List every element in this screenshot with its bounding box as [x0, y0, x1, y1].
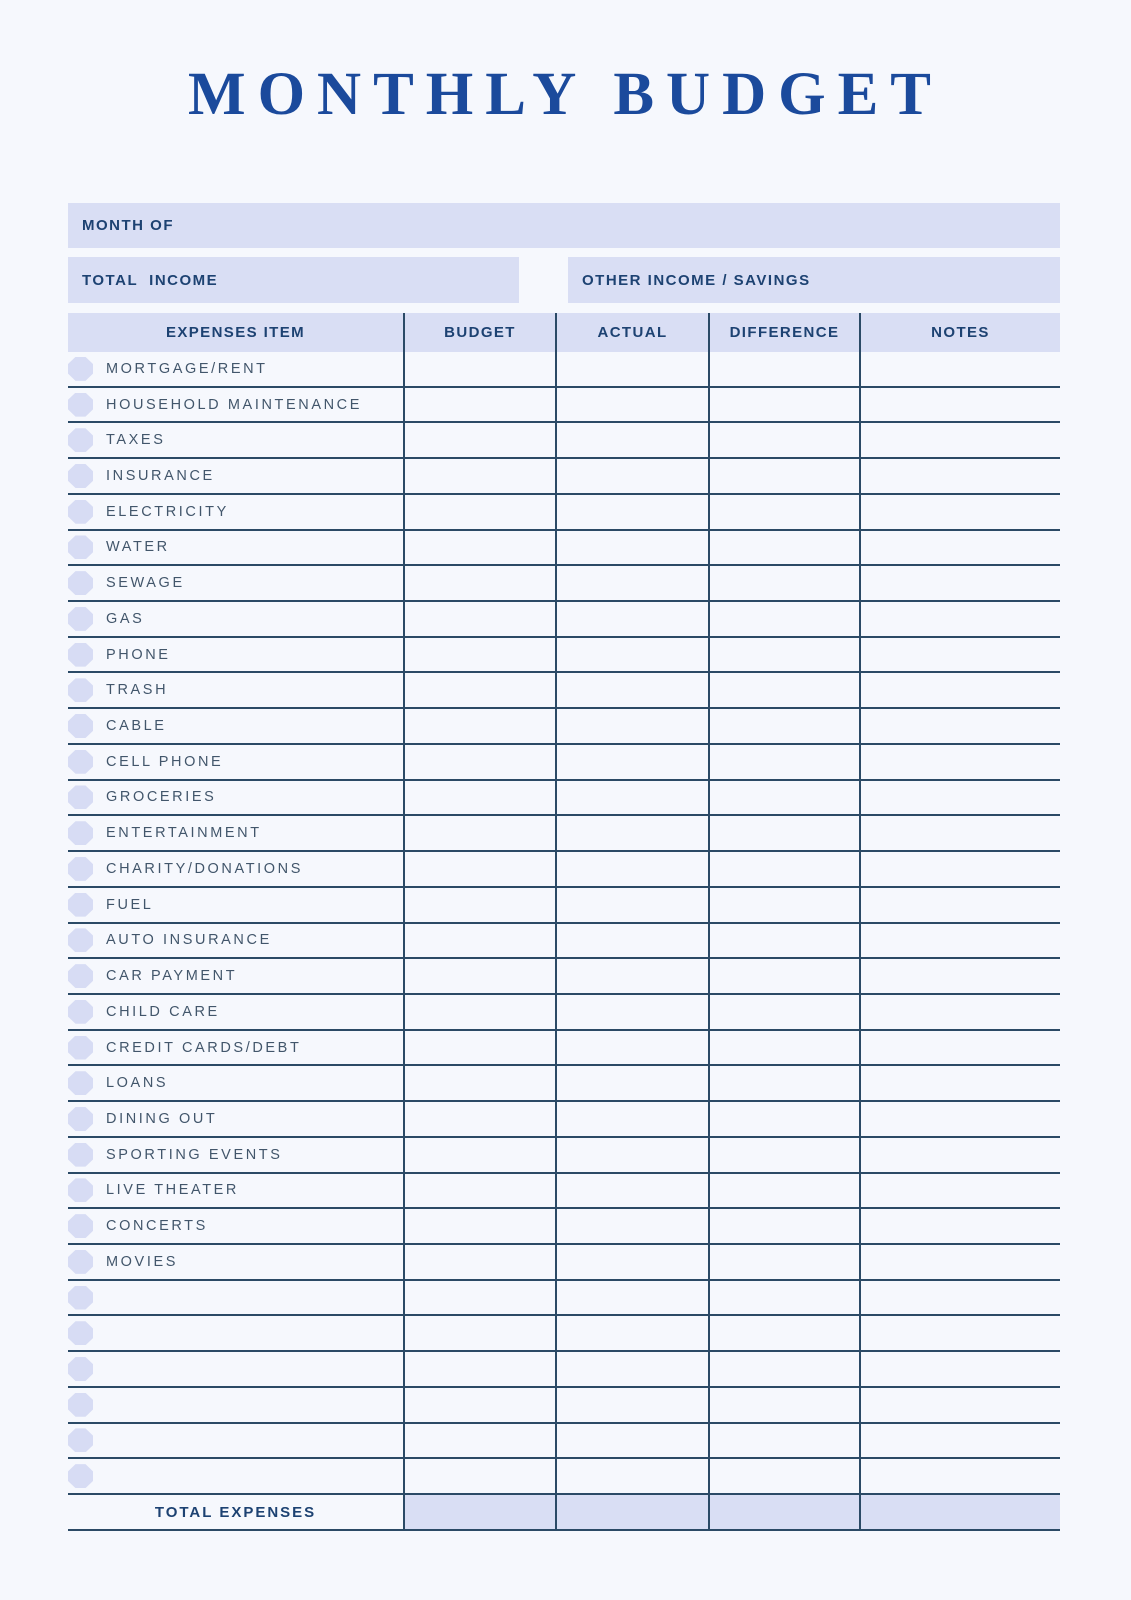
- column-header-difference: DIFFERENCE: [708, 313, 859, 352]
- empty-expense-row: [68, 1424, 1060, 1460]
- budget-cell: [403, 1352, 555, 1386]
- budget-cell: [403, 459, 555, 493]
- difference-cell: [708, 423, 859, 457]
- notes-cell: [859, 423, 1060, 457]
- expense-item-label: CHILD CARE: [106, 1003, 220, 1020]
- expense-row: [68, 1174, 1060, 1210]
- budget-cell: [403, 888, 555, 922]
- empty-expense-row: [68, 1316, 1060, 1352]
- bullet-icon: [68, 357, 93, 381]
- difference-cell: [708, 352, 859, 386]
- actual-cell: [555, 1281, 708, 1315]
- expense-item-cell: [68, 995, 403, 1029]
- notes-cell: [859, 959, 1060, 993]
- budget-cell: [403, 995, 555, 1029]
- expense-item-label: CABLE: [106, 718, 167, 735]
- notes-cell: [859, 459, 1060, 493]
- notes-cell: [859, 352, 1060, 386]
- expense-item-cell: [68, 423, 403, 457]
- expense-row: [68, 638, 1060, 674]
- difference-cell: [708, 495, 859, 529]
- other-income-savings-label: OTHER INCOME / SAVINGS: [582, 271, 811, 289]
- difference-cell: [708, 566, 859, 600]
- expense-item-cell: [68, 924, 403, 958]
- expense-item-cell: [68, 1031, 403, 1065]
- notes-cell: [859, 1209, 1060, 1243]
- difference-cell: [708, 602, 859, 636]
- difference-cell: [708, 959, 859, 993]
- bullet-icon: [68, 1250, 93, 1274]
- expense-row: [68, 673, 1060, 709]
- bullet-icon: [68, 785, 93, 809]
- difference-cell: [708, 1031, 859, 1065]
- difference-cell: [708, 1138, 859, 1172]
- budget-cell: [403, 816, 555, 850]
- budget-cell: [403, 924, 555, 958]
- bullet-icon: [68, 1178, 93, 1202]
- bullet-icon: [68, 714, 93, 738]
- actual-cell: [555, 1066, 708, 1100]
- expense-row: [68, 1245, 1060, 1281]
- expense-item-label: MORTGAGE/RENT: [106, 360, 268, 377]
- budget-cell: [403, 495, 555, 529]
- expense-item-cell: [68, 1245, 403, 1279]
- expense-item-label: DINING OUT: [106, 1110, 218, 1127]
- expense-item-label: GAS: [106, 610, 145, 627]
- expense-row: [68, 352, 1060, 388]
- total-budget-cell: [403, 1495, 555, 1529]
- budget-cell: [403, 1209, 555, 1243]
- bullet-icon: [68, 535, 93, 559]
- total-difference-cell: [708, 1495, 859, 1529]
- bullet-icon: [68, 1107, 93, 1131]
- bullet-icon: [68, 571, 93, 595]
- expense-item-label: WATER: [106, 539, 170, 556]
- expense-item-label: MOVIES: [106, 1253, 178, 1270]
- actual-cell: [555, 1245, 708, 1279]
- actual-cell: [555, 995, 708, 1029]
- budget-cell: [403, 602, 555, 636]
- expense-item-cell: [68, 566, 403, 600]
- expense-item-label: LOANS: [106, 1075, 169, 1092]
- expense-item-label: CREDIT CARDS/DEBT: [106, 1039, 302, 1056]
- actual-cell: [555, 638, 708, 672]
- empty-expense-row: [68, 1352, 1060, 1388]
- expense-row: [68, 1209, 1060, 1245]
- expense-row: [68, 1102, 1060, 1138]
- notes-cell: [859, 781, 1060, 815]
- actual-cell: [555, 852, 708, 886]
- budget-cell: [403, 1174, 555, 1208]
- expense-item-cell: [68, 959, 403, 993]
- expense-item-cell: [68, 602, 403, 636]
- expense-item-cell: [68, 852, 403, 886]
- expense-item-label: HOUSEHOLD MAINTENANCE: [106, 396, 363, 413]
- expense-item-cell: [68, 1138, 403, 1172]
- notes-cell: [859, 816, 1060, 850]
- budget-cell: [403, 781, 555, 815]
- bullet-icon: [68, 857, 93, 881]
- budget-cell: [403, 566, 555, 600]
- expense-item-label: CHARITY/DONATIONS: [106, 860, 303, 877]
- bullet-icon: [68, 428, 93, 452]
- bullet-icon: [68, 393, 93, 417]
- actual-cell: [555, 924, 708, 958]
- notes-cell: [859, 1459, 1060, 1493]
- bullet-icon: [68, 1071, 93, 1095]
- notes-cell: [859, 745, 1060, 779]
- notes-cell: [859, 638, 1060, 672]
- budget-cell: [403, 388, 555, 422]
- expense-item-cell: [68, 531, 403, 565]
- expense-item-cell: [68, 638, 403, 672]
- expense-row: [68, 459, 1060, 495]
- expense-item-label: CAR PAYMENT: [106, 968, 238, 985]
- actual-cell: [555, 1316, 708, 1350]
- expense-row: [68, 1138, 1060, 1174]
- actual-cell: [555, 388, 708, 422]
- expense-item-cell: [68, 1209, 403, 1243]
- actual-cell: [555, 709, 708, 743]
- notes-cell: [859, 1281, 1060, 1315]
- budget-cell: [403, 423, 555, 457]
- budget-cell: [403, 638, 555, 672]
- expense-item-label: FUEL: [106, 896, 154, 913]
- budget-cell: [403, 1316, 555, 1350]
- expense-item-label: CONCERTS: [106, 1218, 208, 1235]
- budget-cell: [403, 1138, 555, 1172]
- notes-cell: [859, 1138, 1060, 1172]
- expense-item-cell: [68, 1102, 403, 1136]
- expense-row: [68, 531, 1060, 567]
- expense-item-cell: [68, 388, 403, 422]
- expense-item-label: GROCERIES: [106, 789, 217, 806]
- expense-item-cell: [68, 495, 403, 529]
- difference-cell: [708, 459, 859, 493]
- bullet-icon: [68, 1393, 93, 1417]
- expense-item-cell: [68, 673, 403, 707]
- budget-cell: [403, 1031, 555, 1065]
- expense-item-cell: [68, 781, 403, 815]
- actual-cell: [555, 959, 708, 993]
- difference-cell: [708, 995, 859, 1029]
- notes-cell: [859, 673, 1060, 707]
- difference-cell: [708, 1316, 859, 1350]
- notes-cell: [859, 1352, 1060, 1386]
- difference-cell: [708, 388, 859, 422]
- expense-item-cell: [68, 816, 403, 850]
- actual-cell: [555, 1424, 708, 1458]
- expense-row: [68, 709, 1060, 745]
- actual-cell: [555, 602, 708, 636]
- difference-cell: [708, 1102, 859, 1136]
- budget-cell: [403, 852, 555, 886]
- expense-item-label: INSURANCE: [106, 468, 215, 485]
- difference-cell: [708, 709, 859, 743]
- actual-cell: [555, 888, 708, 922]
- difference-cell: [708, 638, 859, 672]
- expense-item-label: LIVE THEATER: [106, 1182, 239, 1199]
- expense-item-label: ENTERTAINMENT: [106, 825, 262, 842]
- budget-cell: [403, 745, 555, 779]
- budget-cell: [403, 352, 555, 386]
- expense-item-cell: [68, 1174, 403, 1208]
- notes-cell: [859, 1245, 1060, 1279]
- notes-cell: [859, 995, 1060, 1029]
- notes-cell: [859, 566, 1060, 600]
- difference-cell: [708, 1245, 859, 1279]
- budget-cell: [403, 1066, 555, 1100]
- budget-cell: [403, 531, 555, 565]
- actual-cell: [555, 495, 708, 529]
- bullet-icon: [68, 500, 93, 524]
- budget-cell: [403, 959, 555, 993]
- expense-row: [68, 745, 1060, 781]
- expense-row: [68, 888, 1060, 924]
- bullet-icon: [68, 1464, 93, 1488]
- expense-item-cell: [68, 709, 403, 743]
- bullet-icon: [68, 1143, 93, 1167]
- expense-item-cell: [68, 888, 403, 922]
- notes-cell: [859, 709, 1060, 743]
- expenses-table: [68, 313, 1060, 1531]
- budget-cell: [403, 1424, 555, 1458]
- bullet-icon: [68, 678, 93, 702]
- expenses-table-body: [68, 352, 1060, 1495]
- actual-cell: [555, 745, 708, 779]
- actual-cell: [555, 1174, 708, 1208]
- notes-cell: [859, 1066, 1060, 1100]
- expense-item-label: SPORTING EVENTS: [106, 1146, 283, 1163]
- actual-cell: [555, 1388, 708, 1422]
- notes-cell: [859, 924, 1060, 958]
- expense-row: [68, 816, 1060, 852]
- expense-item-cell: [68, 1066, 403, 1100]
- difference-cell: [708, 924, 859, 958]
- bullet-icon: [68, 1321, 93, 1345]
- month-of-label: MONTH OF: [82, 217, 174, 234]
- total-income-field: [68, 257, 519, 303]
- expense-item-cell: [68, 1459, 403, 1493]
- notes-cell: [859, 602, 1060, 636]
- notes-cell: [859, 1316, 1060, 1350]
- expense-item-cell: [68, 459, 403, 493]
- actual-cell: [555, 1031, 708, 1065]
- difference-cell: [708, 888, 859, 922]
- notes-cell: [859, 1424, 1060, 1458]
- empty-expense-row: [68, 1388, 1060, 1424]
- notes-cell: [859, 852, 1060, 886]
- actual-cell: [555, 566, 708, 600]
- difference-cell: [708, 673, 859, 707]
- notes-cell: [859, 1102, 1060, 1136]
- actual-cell: [555, 423, 708, 457]
- notes-cell: [859, 1031, 1060, 1065]
- column-header-notes: NOTES: [859, 313, 1060, 352]
- difference-cell: [708, 1281, 859, 1315]
- bullet-icon: [68, 1286, 93, 1310]
- expense-row: [68, 388, 1060, 424]
- difference-cell: [708, 781, 859, 815]
- expenses-table-header: [68, 313, 1060, 352]
- expense-item-cell: [68, 1352, 403, 1386]
- month-of-field: [68, 203, 1060, 248]
- actual-cell: [555, 531, 708, 565]
- expense-item-cell: [68, 745, 403, 779]
- page-title: MONTHLY BUDGET: [188, 61, 943, 128]
- actual-cell: [555, 1459, 708, 1493]
- notes-cell: [859, 1388, 1060, 1422]
- difference-cell: [708, 1424, 859, 1458]
- total-expenses-label: TOTAL EXPENSES: [154, 1503, 317, 1521]
- actual-cell: [555, 816, 708, 850]
- column-header-actual: ACTUAL: [555, 313, 708, 352]
- difference-cell: [708, 745, 859, 779]
- expense-row: [68, 566, 1060, 602]
- bullet-icon: [68, 464, 93, 488]
- total-income-label: TOTAL INCOME: [82, 271, 219, 289]
- expense-row: [68, 602, 1060, 638]
- actual-cell: [555, 1352, 708, 1386]
- difference-cell: [708, 852, 859, 886]
- expense-item-cell: [68, 1424, 403, 1458]
- budget-cell: [403, 1459, 555, 1493]
- budget-cell: [403, 1102, 555, 1136]
- notes-cell: [859, 495, 1060, 529]
- total-expenses-row: [68, 1495, 1060, 1531]
- expense-item-label: TAXES: [106, 432, 166, 449]
- actual-cell: [555, 673, 708, 707]
- total-notes-cell: [859, 1495, 1060, 1529]
- bullet-icon: [68, 1214, 93, 1238]
- difference-cell: [708, 531, 859, 565]
- bullet-icon: [68, 821, 93, 845]
- bullet-icon: [68, 1428, 93, 1452]
- expense-item-label: AUTO INSURANCE: [106, 932, 272, 949]
- bullet-icon: [68, 607, 93, 631]
- expense-row: [68, 1031, 1060, 1067]
- other-income-savings-field: [568, 257, 1060, 303]
- actual-cell: [555, 781, 708, 815]
- bullet-icon: [68, 1000, 93, 1024]
- total-actual-cell: [555, 1495, 708, 1529]
- expense-row: [68, 781, 1060, 817]
- difference-cell: [708, 1066, 859, 1100]
- difference-cell: [708, 1459, 859, 1493]
- actual-cell: [555, 352, 708, 386]
- expense-item-label: CELL PHONE: [106, 753, 224, 770]
- actual-cell: [555, 459, 708, 493]
- budget-cell: [403, 1281, 555, 1315]
- bullet-icon: [68, 1036, 93, 1060]
- expense-item-cell: [68, 352, 403, 386]
- notes-cell: [859, 888, 1060, 922]
- actual-cell: [555, 1138, 708, 1172]
- difference-cell: [708, 1209, 859, 1243]
- notes-cell: [859, 388, 1060, 422]
- bullet-icon: [68, 643, 93, 667]
- notes-cell: [859, 1174, 1060, 1208]
- bullet-icon: [68, 750, 93, 774]
- expense-item-label: SEWAGE: [106, 575, 185, 592]
- expense-row: [68, 852, 1060, 888]
- empty-expense-row: [68, 1281, 1060, 1317]
- difference-cell: [708, 816, 859, 850]
- bullet-icon: [68, 1357, 93, 1381]
- bullet-icon: [68, 928, 93, 952]
- expense-row: [68, 995, 1060, 1031]
- expense-row: [68, 959, 1060, 995]
- notes-cell: [859, 531, 1060, 565]
- expense-item-label: TRASH: [106, 682, 169, 699]
- expense-row: [68, 924, 1060, 960]
- expense-row: [68, 495, 1060, 531]
- expense-item-cell: [68, 1388, 403, 1422]
- budget-cell: [403, 709, 555, 743]
- bullet-icon: [68, 893, 93, 917]
- expense-row: [68, 423, 1060, 459]
- expense-item-label: PHONE: [106, 646, 171, 663]
- expense-item-label: ELECTRICITY: [106, 503, 229, 520]
- column-header-expenses-item: EXPENSES ITEM: [165, 324, 306, 341]
- budget-cell: [403, 1388, 555, 1422]
- actual-cell: [555, 1102, 708, 1136]
- difference-cell: [708, 1352, 859, 1386]
- expense-row: [68, 1066, 1060, 1102]
- expense-item-cell: [68, 1316, 403, 1350]
- budget-cell: [403, 673, 555, 707]
- empty-expense-row: [68, 1459, 1060, 1495]
- column-header-budget: BUDGET: [403, 313, 555, 352]
- difference-cell: [708, 1174, 859, 1208]
- actual-cell: [555, 1209, 708, 1243]
- bullet-icon: [68, 964, 93, 988]
- difference-cell: [708, 1388, 859, 1422]
- budget-cell: [403, 1245, 555, 1279]
- expense-item-cell: [68, 1281, 403, 1315]
